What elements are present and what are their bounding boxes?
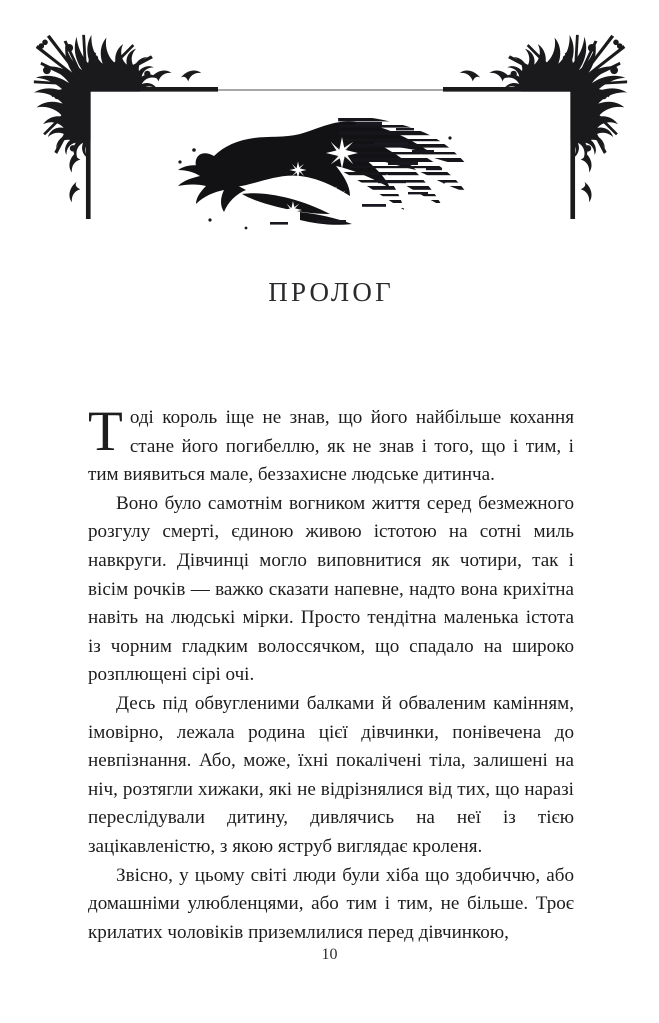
paragraph-2: Воно було самотнім вогником життя серед безмежного розгулу смерті, єдиною живою істотою на сотні миль навкруги. Дівчинці могло виповнитися як чотири, так і вісім рочків — важко сказати напевне, надто вона крихітна навіть на людські мірки. Просто тендітна маленька істота із чорним гладким волоссячком, що спадало на широко розплющені сірі очі. xyxy=(88,492,574,686)
paragraph-4: Звісно, у цьому світі люди були хіба що здобиччю, або домашніми улюбленцями, або тим і тим, не більше. Троє крилатих чоловіків приземлилися перед дівчинкою, xyxy=(88,864,574,943)
ink-brush-stroke-with-stars xyxy=(150,108,480,243)
body-text xyxy=(88,400,574,947)
chapter-title: ПРОЛОГ xyxy=(268,277,394,307)
paragraph-1 xyxy=(88,400,574,490)
paragraph-1-text: оді король іще не знав, що його найбільше кохання стане його погибеллю, як не знав і того, що і тим, і тим виявиться мале, беззахисне людське дитинча. xyxy=(88,407,574,486)
drop-cap: Т xyxy=(88,400,123,463)
paragraph-3: Десь під обвугленими балками й обваленим камінням, імовірно, лежала родина цієї дівчинки, понівечена до невпізнання. Або, може, їхні покалічені тіла, залишені на ніч, розтягли хижаки, які не відрізнялися від тих, що наразі переслідували дитину, дивлячись на неї із тією зацікавленістю, з якою яструб виглядає кроленя. xyxy=(88,692,574,857)
page-number: 10 xyxy=(321,946,338,963)
